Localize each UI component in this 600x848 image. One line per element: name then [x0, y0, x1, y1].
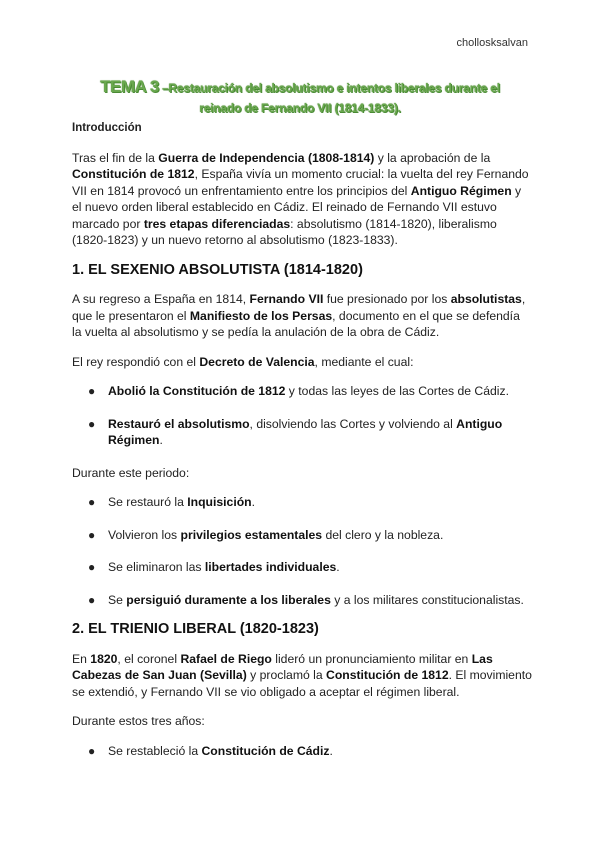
- bullet-icon: ●: [88, 592, 96, 607]
- intro-paragraph: Tras el fin de la Guerra de Independencia (1808-1814) y la aprobación de la Constitución de 1812, España vivía un momento crucial: la vuelta del rey Fernando VII en 1814 provocó un enfrentamiento entre los principios del Antiguo Régimen y el nuevo orden liberal establecido en Cádiz. El reinado de Fernando VII estuvo marcado por tres etapas diferenciadas: absolutismo (1814-1820), liberalismo (1820-1823) y un nuevo retorno al absolutismo (1823-1833).: [72, 150, 529, 247]
- section2-paragraph-2: Durante estos tres años:: [72, 714, 205, 728]
- section2-list-1: [72, 743, 532, 760]
- section2-heading: 2. EL TRIENIO LIBERAL (1820-1823): [72, 621, 319, 637]
- document-body: [72, 120, 532, 775]
- list-item: ● Abolió la Constitución de 1812 y todas las leyes de las Cortes de Cádiz.: [88, 384, 509, 398]
- title-rest-line2: reinado de Fernando VII (1814-1833).: [199, 101, 401, 115]
- section1-paragraph-1: A su regreso a España en 1814, Fernando VII fue presionado por los absolutistas, que le presentaron el Manifiesto de los Persas, documento en el que se defendía la vuelta al absolutismo y se pedía la anulación de la obra de Cádiz.: [72, 292, 526, 339]
- list-item: ● Se restauró la Inquisición.: [88, 495, 255, 509]
- intro-label: Introducción: [72, 122, 142, 134]
- username-header: chollosksalvan: [456, 37, 528, 49]
- section1-paragraph-3: Durante este periodo:: [72, 465, 190, 480]
- list-item: ● Se persiguió duramente a los liberales y a los militares constitucionalistas.: [88, 592, 524, 607]
- bullet-icon: ●: [88, 495, 96, 509]
- list-item: ● Volvieron los privilegios estamentales del clero y la nobleza.: [88, 527, 444, 542]
- section1-heading: 1. EL SEXENIO ABSOLUTISTA (1814-1820): [72, 261, 363, 278]
- bullet-icon: ●: [88, 416, 96, 431]
- list-item: ● Se restableció la Constitución de Cádiz.: [88, 743, 333, 758]
- bullet-icon: ●: [88, 560, 96, 574]
- title-rest-line1: –Restauración del absolutismo e intentos liberales durante el: [158, 81, 500, 95]
- bullet-icon: ●: [88, 527, 96, 542]
- bullet-icon: ●: [88, 384, 96, 398]
- list-item: ● Restauró el absolutismo, disolviendo las Cortes y volviendo al Antiguo Régimen.: [88, 416, 503, 447]
- document-title: [60, 77, 540, 118]
- section1-list-1: [72, 383, 532, 449]
- list-item: ● Se eliminaron las libertades individuales.: [88, 560, 340, 574]
- bullet-icon: ●: [88, 743, 96, 758]
- title-main: TEMA 3: [100, 77, 159, 96]
- section2-paragraph-1: En 1820, el coronel Rafael de Riego lideró un pronunciamiento militar en Las Cabezas de San Juan (Sevilla) y proclamó la Constitución de 1812. El movimiento se extendió, y Fernando VII se vio obligado a aceptar el régimen liberal.: [72, 651, 532, 699]
- section1-paragraph-2: El rey respondió con el Decreto de Valencia, mediante el cual:: [72, 354, 414, 369]
- section1-list-2: [72, 494, 532, 608]
